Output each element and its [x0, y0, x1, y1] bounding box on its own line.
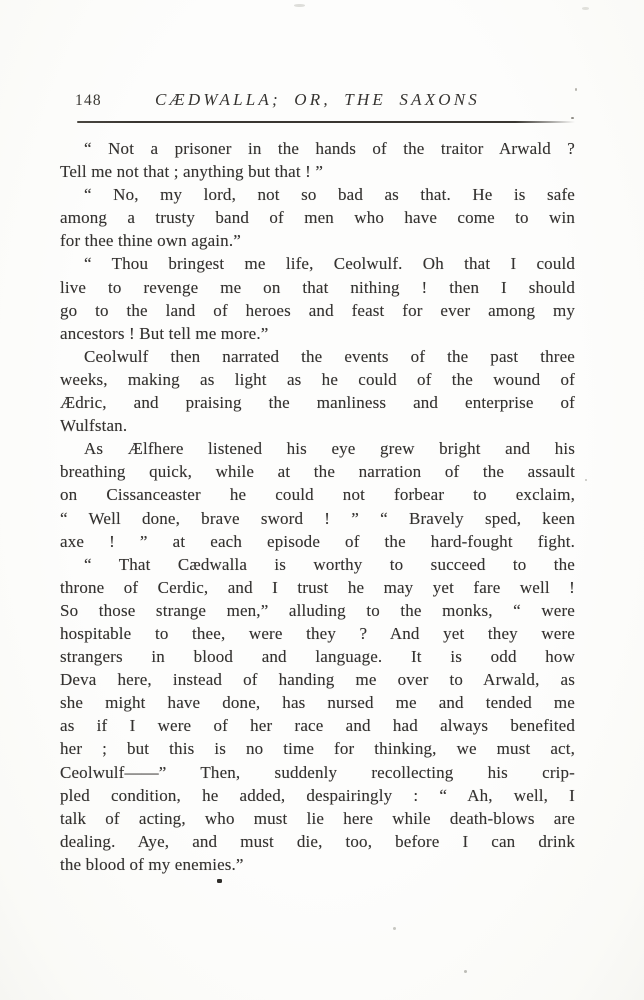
text-line: live to revenge me on that nithing ! then I should	[60, 277, 575, 297]
text-line: ancestors ! But tell me more.”	[60, 323, 269, 343]
text-line: among a trusty band of men who have come to win	[60, 208, 575, 228]
text-line: as if I were of her race and had always benefited	[60, 716, 575, 736]
text-line: talk of acting, who must lie here while death-blows are	[60, 808, 575, 828]
text-line: Ceolwulf then narrated the events of the past three	[84, 346, 575, 366]
text-line: she might have done, has nursed me and tended me	[60, 693, 575, 713]
scan-speck	[571, 117, 574, 119]
text-line: axe ! ” at each episode of the hard-fought fight.	[60, 531, 575, 551]
text-line: pled condition, he added, despairingly : “ Ah, well, I	[60, 785, 575, 805]
page-number: 148	[75, 92, 102, 109]
scan-speck	[464, 970, 467, 973]
text-line: go to the land of heroes and feast for ever among my	[60, 300, 575, 320]
text-line: So those strange men,” alluding to the monks, “ were	[60, 600, 575, 620]
scan-speck	[582, 7, 589, 10]
text-line: on Cissanceaster he could not forbear to exclaim,	[60, 485, 575, 505]
text-line: Ceolwulf——” Then, suddenly recollecting his crip-	[60, 762, 575, 782]
scan-speck	[217, 879, 222, 883]
text-line: the blood of my enemies.”	[60, 854, 244, 874]
text-line: Wulfstan.	[60, 416, 128, 436]
text-line: Ædric, and praising the manliness and enterprise of	[60, 393, 575, 413]
scan-speck	[585, 479, 587, 481]
text-line: throne of Cerdic, and I trust he may yet fare well !	[60, 577, 575, 597]
text-line: “ Thou bringest me life, Ceolwulf. Oh that I could	[84, 254, 575, 274]
text-line: dealing. Aye, and must die, too, before I can drink	[60, 831, 575, 851]
scan-speck	[393, 927, 396, 930]
text-line: hospitable to thee, were they ? And yet they were	[60, 623, 575, 643]
text-line: her ; but this is no time for thinking, we must act,	[60, 739, 575, 759]
scan-speck	[575, 88, 577, 91]
text-line: weeks, making as light as he could of the wound of	[60, 369, 575, 389]
text-line: strangers in blood and language. It is odd how	[60, 647, 575, 667]
header-rule	[77, 121, 575, 123]
text-line: Deva here, instead of handing me over to Arwald, as	[60, 670, 575, 690]
text-line: “ Not a prisoner in the hands of the traitor Arwald ?	[84, 139, 575, 158]
text-line: “ No, my lord, not so bad as that. He is safe	[84, 185, 575, 205]
text-line: Tell me not that ; anything but that ! ”	[60, 162, 324, 182]
running-title: CÆDWALLA; OR, THE SAXONS	[154, 90, 480, 109]
text-line: “ That Cædwalla is worthy to succeed to the	[84, 554, 575, 574]
scan-speck	[294, 4, 305, 7]
text-line: for thee thine own again.”	[60, 231, 241, 251]
text-line: breathing quick, while at the narration of the assault	[60, 462, 575, 482]
text-block	[60, 137, 575, 876]
text-line: As Ælfhere listened his eye grew bright and his	[84, 439, 575, 459]
text-line: “ Well done, brave sword ! ” “ Bravely sped, keen	[60, 508, 575, 528]
